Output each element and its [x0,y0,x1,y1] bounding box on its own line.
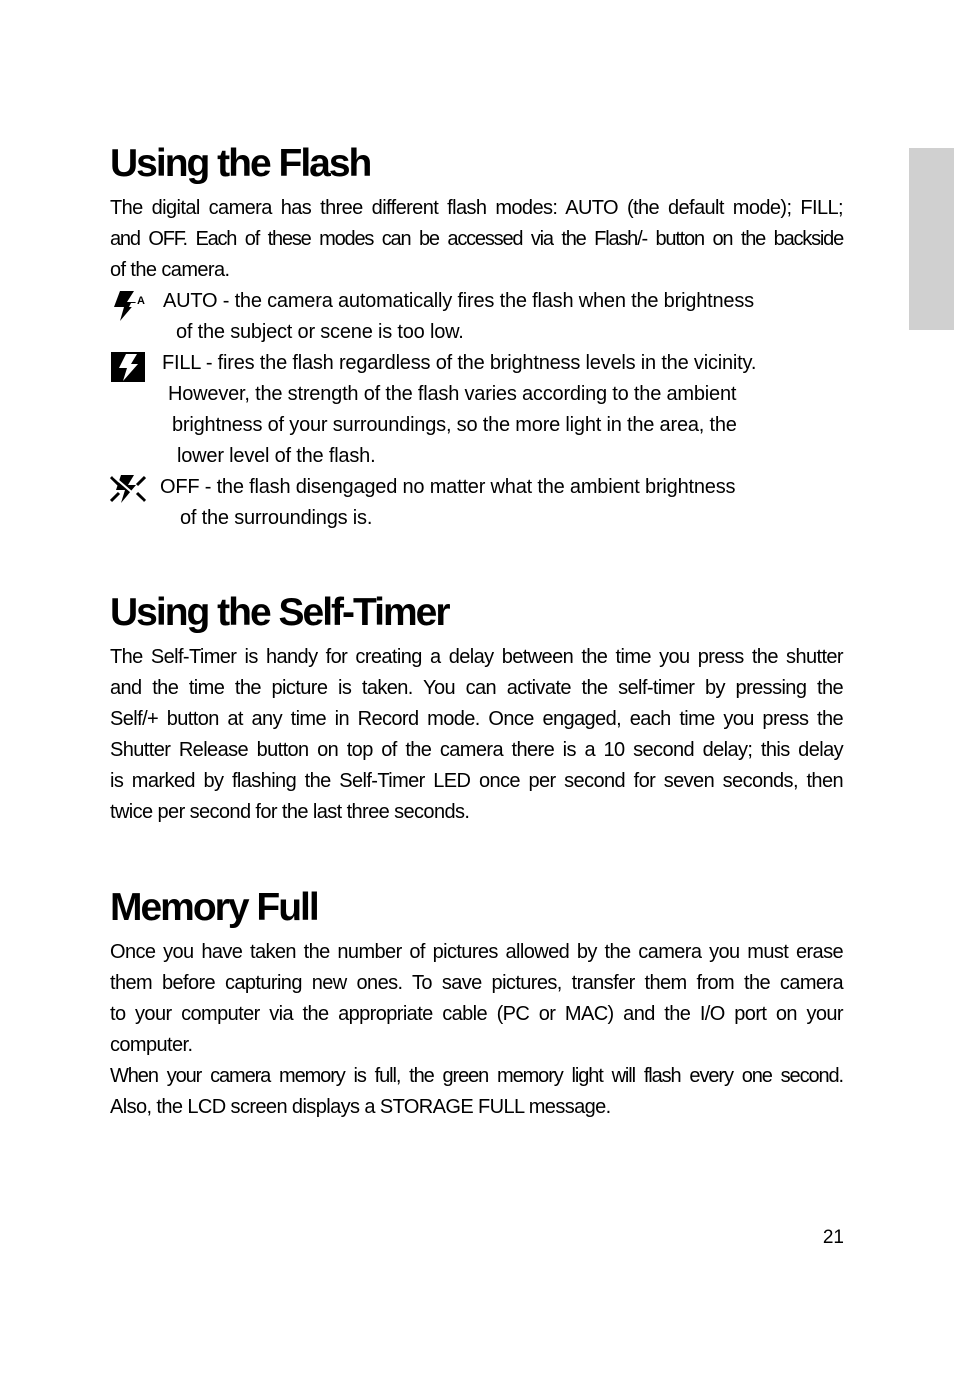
memory-line: Also, the LCD screen displays a STORAGE FULL message. [110,1096,611,1118]
flash-fill-icon [110,351,146,381]
self-timer-heading: Using the Self-Timer [110,591,449,634]
mode-line: of the subject or scene is too low. [176,321,464,343]
flash-mode-off [110,472,843,534]
self-timer-line: and the time the picture is taken. You can activate the self-timer by pressing the [110,677,843,699]
flash-intro-line: of the camera. [110,259,230,281]
self-timer-line: twice per second for the last three seconds. [110,801,470,823]
memory-full-heading: Memory Full [110,886,318,929]
self-timer-line: Self/+ button at any time in Record mode. Once engaged, each time you press the [110,708,843,730]
self-timer-line: is marked by flashing the Self-Timer LED once per second for seven seconds, then [110,770,843,792]
flash-auto-icon [110,290,146,320]
memory-line: to your computer via the appropriate cable (PC or MAC) and the I/O port on your [110,1003,843,1025]
mode-line: FILL - fires the flash regardless of the brightness levels in the vicinity. [162,352,757,374]
self-timer-line: The Self-Timer is handy for creating a delay between the time you press the shutter [110,646,843,668]
mode-line: AUTO - the camera automatically fires the flash when the brightness [163,290,754,312]
mode-line: However, the strength of the flash varies according to the ambient [168,383,737,405]
mode-line: OFF - the flash disengaged no matter what the ambient brightness [160,476,736,498]
flash-heading: Using the Flash [110,142,371,185]
mode-line: lower level of the flash. [177,445,376,467]
svg-text:A: A [137,295,145,307]
flash-intro-line: The digital camera has three different flash modes: AUTO (the default mode); FILL; [110,197,843,219]
flash-mode-auto [110,286,843,348]
memory-line: them before capturing new ones. To save pictures, transfer them from the camera [110,972,843,994]
section-edge-tab [909,148,954,330]
mode-line: of the surroundings is. [180,507,373,529]
mode-line: brightness of your surroundings, so the more light in the area, the [172,414,737,436]
memory-line: When your camera memory is full, the green memory light will flash every one second. [110,1065,843,1087]
flash-off-icon [110,473,146,503]
memory-line: Once you have taken the number of pictures allowed by the camera you must erase [110,941,843,963]
page-number: 21 [822,1227,844,1248]
self-timer-body [110,642,843,828]
memory-line: computer. [110,1034,193,1056]
flash-intro-line: and OFF. Each of these modes can be accessed via the Flash/- button on the backside [110,228,843,250]
flash-mode-fill [110,348,843,472]
self-timer-line: Shutter Release button on top of the camera there is a 10 second delay; this delay [110,739,843,761]
memory-full-body [110,937,843,1123]
flash-intro [110,193,843,286]
